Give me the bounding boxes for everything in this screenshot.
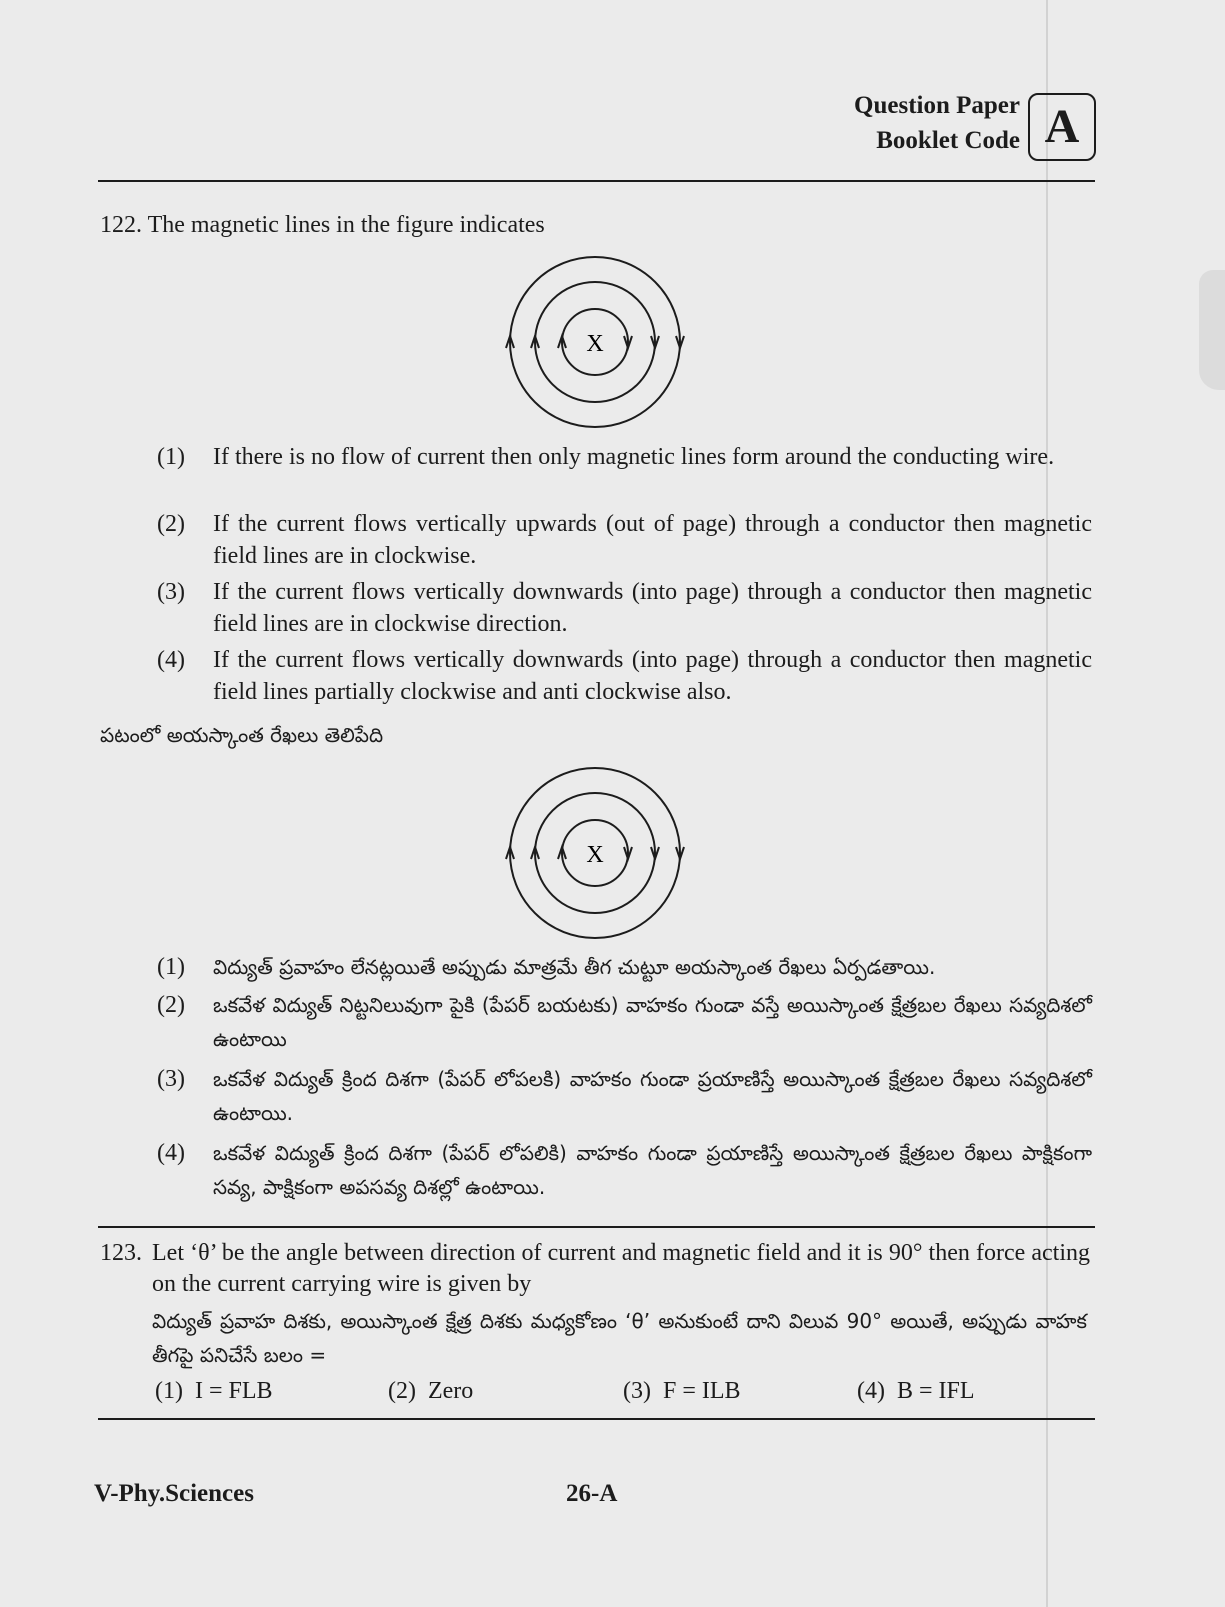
option-text: ఒకవేళ విద్యుత్ నిట్టనిలువుగా పైకి (పేపర్ బయటకు) వాహకం గుండా వస్తే అయిస్కాంత క్షేత్రబల రేఖలు సవ్యదిశలో ఉంటాయి xyxy=(213,993,1092,1051)
option-number: (3) xyxy=(157,1066,185,1092)
q122-end-rule xyxy=(98,1226,1095,1228)
q123-option-4[interactable] xyxy=(857,1378,975,1405)
option-text: If the current flows vertically downwards (into page) through a conductor then magnetic field lines are in clockwise direction. xyxy=(213,579,1092,637)
option-text: Zero xyxy=(427,1378,474,1404)
option-number: (4) xyxy=(157,647,185,673)
q122-text: The magnetic lines in the figure indicates xyxy=(147,212,545,238)
header-rule xyxy=(98,180,1095,182)
option-text: ఒకవేళ విద్యుత్ క్రింద దిశగా (పేపర్ లోపలికి) వాహకం గుండా ప్రయాణిస్తే అయిస్కాంత క్షేత్రబల రేఖలు పాక్షికంగా సవ్య, పాక్షికంగా అపసవ్య దిశల్లో ఉంటాయి. xyxy=(213,1141,1092,1199)
option-number: (4) xyxy=(857,1378,885,1404)
booklet-code-letter: A xyxy=(1028,93,1096,161)
option-number: (4) xyxy=(157,1140,185,1166)
option-text: ఒకవేళ విద్యుత్ క్రింద దిశగా (పేపర్ లోపలకి) వాహకం గుండా ప్రయాణిస్తే అయిస్కాంత క్షేత్రబల రేఖలు సవ్యదిశలో ఉంటాయి. xyxy=(213,1067,1092,1125)
option-text: విద్యుత్ ప్రవాహం లేనట్లయితే అప్పుడు మాత్రమే తీగ చుట్టూ అయస్కాంత రేఖలు ఏర్పడతాయి. xyxy=(213,955,936,979)
q123-question xyxy=(100,1238,1090,1300)
q123-number: 123. xyxy=(100,1240,142,1266)
q122-telugu-question: పటంలో అయస్కాంత రేఖలు తెలిపేది xyxy=(100,723,384,747)
option-text: If the current flows vertically upwards (out of page) through a conductor then magnetic field lines are in clockwise. xyxy=(213,511,1092,569)
torn-edge xyxy=(1199,270,1225,390)
q123-option-1[interactable] xyxy=(155,1378,273,1405)
q123-option-3[interactable] xyxy=(623,1378,741,1405)
footer-page-number: 26-A xyxy=(566,1480,618,1507)
q122-option-1[interactable] xyxy=(157,441,1092,473)
q122-option-4[interactable] xyxy=(157,644,1092,708)
code-line-2: Booklet Code xyxy=(876,127,1020,154)
q122-telugu-figure xyxy=(500,763,690,948)
q122-figure-label: X xyxy=(586,331,604,357)
option-text: I = FLB xyxy=(194,1378,273,1404)
booklet-code-label xyxy=(840,88,1020,158)
option-number: (2) xyxy=(157,511,185,537)
option-number: (3) xyxy=(157,579,185,605)
q123-text: Let ‘θ’ be the angle between direction of current and magnetic field and it is 90° then force acting on the current carrying wire is given by xyxy=(152,1240,1090,1297)
option-number: (1) xyxy=(157,954,185,980)
q122-telugu-figure-label: X xyxy=(586,842,604,868)
option-number: (1) xyxy=(155,1378,183,1404)
q122-option-2[interactable] xyxy=(157,508,1092,572)
q122-question xyxy=(100,210,545,241)
option-number: (3) xyxy=(623,1378,651,1404)
q122-telugu-option-2[interactable] xyxy=(157,988,1092,1056)
option-text: F = ILB xyxy=(662,1378,741,1404)
q122-option-3[interactable] xyxy=(157,576,1092,640)
q122-figure xyxy=(500,252,690,437)
q122-number: 122. xyxy=(100,212,142,238)
option-text: If there is no flow of current then only magnetic lines form around the conducting wire. xyxy=(213,444,1055,470)
footer-subject: V-Phy.Sciences xyxy=(94,1480,254,1507)
option-number: (1) xyxy=(157,444,185,470)
code-line-1: Question Paper xyxy=(854,92,1020,119)
q123-telugu-question: విద్యుత్ ప్రవాహ దిశకు, అయిస్కాంత క్షేత్ర దిశకు మధ్యకోణం ‘θ’ అనుకుంటే దాని విలువ 90° అయితే, అప్పుడు వాహక తీగపై పనిచేసే బలం = xyxy=(152,1309,1087,1367)
option-number: (2) xyxy=(388,1378,416,1404)
option-text: If the current flows vertically downwards (into page) through a conductor then magnetic field lines partially clockwise and anti clockwise also. xyxy=(213,647,1092,705)
q123-option-2[interactable] xyxy=(388,1378,473,1405)
option-text: B = IFL xyxy=(896,1378,975,1404)
q122-telugu-option-3[interactable] xyxy=(157,1062,1092,1130)
option-number: (2) xyxy=(157,992,185,1018)
q123-end-rule xyxy=(98,1418,1095,1420)
q122-telugu-option-1[interactable] xyxy=(157,950,1092,984)
q122-telugu-option-4[interactable] xyxy=(157,1136,1092,1204)
